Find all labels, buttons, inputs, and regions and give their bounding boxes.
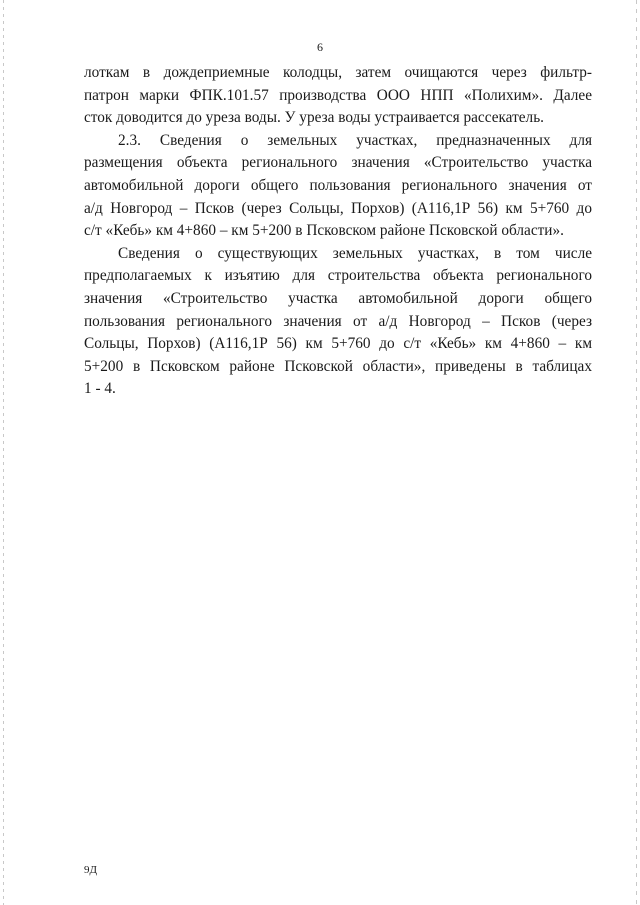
text-line: патрон марки ФПК.101.57 производства ООО НПП «Полихим». Далее	[84, 86, 592, 104]
page-number: 6	[317, 40, 323, 54]
footer-code: 9Д	[84, 864, 98, 876]
text-line: значения «Строительство участка автомобильной дороги общего	[84, 289, 592, 307]
text-line: 5+200 в Псковском районе Псковской области», приведены в таблицах	[84, 357, 592, 375]
paragraph-section-2-3	[84, 130, 592, 243]
paragraph-drainage	[84, 62, 592, 130]
text-line: а/д Новгород – Псков (через Сольцы, Порхов) (А116,1Р 56) км 5+760 до	[84, 199, 592, 217]
scan-edge-left	[3, 0, 4, 905]
text-line: пользования регионального значения от а/д Новгород – Псков (через	[84, 312, 592, 330]
text-line: 1 - 4.	[84, 380, 116, 398]
text-line: размещения объекта регионального значения «Строительство участка	[84, 154, 592, 172]
body-text	[84, 62, 592, 401]
text-line: автомобильной дороги общего пользования регионального значения от	[84, 176, 592, 194]
text-line: лоткам в дождеприемные колодцы, затем очищаются через фильтр-	[84, 64, 592, 81]
text-line: Сведения о существующих земельных участках, в том числе	[118, 244, 592, 262]
text-line: сток доводится до уреза воды. У уреза воды устраивается рассекатель.	[84, 109, 544, 127]
text-line: предполагаемых к изъятию для строительства объекта регионального	[84, 267, 592, 285]
paragraph-land-plots	[84, 243, 592, 401]
text-line: 2.3. Сведения о земельных участках, предназначенных для	[118, 131, 592, 149]
scan-edge-right	[636, 0, 637, 905]
text-line: Сольцы, Порхов) (А116,1Р 56) км 5+760 до с/т «Кебь» км 4+860 – км	[84, 335, 592, 353]
text-line: с/т «Кебь» км 4+860 – км 5+200 в Псковском районе Псковской области».	[84, 222, 564, 240]
